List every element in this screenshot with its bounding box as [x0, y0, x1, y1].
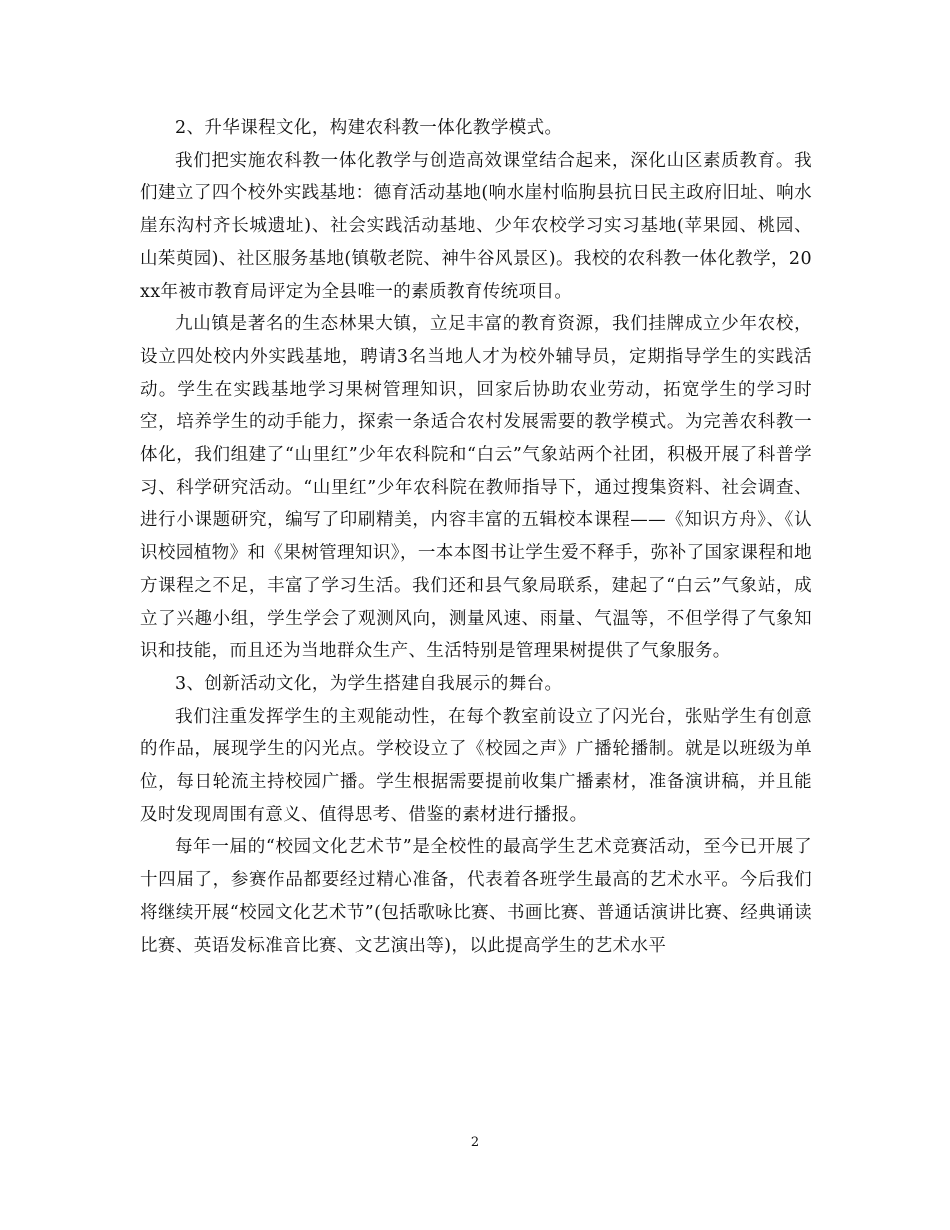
paragraph-jiushan-town: 九山镇是著名的生态林果大镇，立足丰富的教育资源，我们挂牌成立少年农校，设立四处校内外实践基地，聘请3名当地人才为校外辅导员，定期指导学生的实践活动。学生在实践基地学习果树管理知识，回家后协助农业劳动，拓宽学生的学习时空，培养学生的动手能力，探索一条适合农村发展需要的教学模式。为完善农科教一体化，我们组建了“山里红”少年农科院和“白云”气象站两个社团，积极开展了科普学习、科学研究活动。“山里红”少年农科院在教师指导下，通过搜集资料、社会调查、进行小课题研究，编写了印刷精美，内容丰富的五辑校本课程——《知识方舟》、《认识校园植物》和《果树管理知识》，一本本图书让学生爱不释手，弥补了国家课程和地方课程之不足，丰富了学习生活。我们还和县气象局联系，建起了“白云”气象站，成立了兴趣小组，学生学会了观测风向，测量风速、雨量、气温等，不但学得了气象知识和技能，而且还为当地群众生产、生活特别是管理果树提供了气象服务。: [140, 314, 812, 662]
paragraph-practice-bases: 我们把实施农科教一体化教学与创造高效课堂结合起来，深化山区素质教育。我们建立了四个校外实践基地：德育活动基地(响水崖村临朐县抗日民主政府旧址、响水崖东沟村齐长城遗址)、社会实践活动基地、少年农校学习实习基地(苹果园、桃园、山茱萸园)、社区服务基地(镇敬老院、神牛谷风景区)。我校的农科教一体化教学，20xx年被市教育局评定为全县唯一的素质教育传统项目。: [140, 150, 812, 302]
page-number: 2: [470, 1135, 480, 1150]
section-heading-2: 2、升华课程文化，构建农科教一体化教学模式。: [175, 118, 563, 138]
section-heading-3: 3、创新活动文化，为学生搭建自我展示的舞台。: [175, 673, 563, 694]
paragraph-campus-broadcast: 我们注重发挥学生的主观能动性，在每个教室前设立了闪光台，张贴学生有创意的作品，展现学生的闪光点。学校设立了《校园之声》广播轮播制。就是以班级为单位，每日轮流主持校园广播。学生根据需要提前收集广播素材，准备演讲稿，并且能及时发现周围有意义、值得思考、借鉴的素材进行播报。: [140, 706, 812, 825]
paragraph-art-festival: 每年一届的“校园文化艺术节”是全校性的最高学生艺术竞赛活动，至今已开展了十四届了，参赛作品都要经过精心准备，代表着各班学生最高的艺术水平。今后我们将继续开展“校园文化艺术节”(包括歌咏比赛、书画比赛、普通话演讲比赛、经典诵读比赛、英语发标准音比赛、文艺演出等)，以此提高学生的艺术水平: [140, 837, 812, 956]
document-body: [140, 112, 812, 962]
